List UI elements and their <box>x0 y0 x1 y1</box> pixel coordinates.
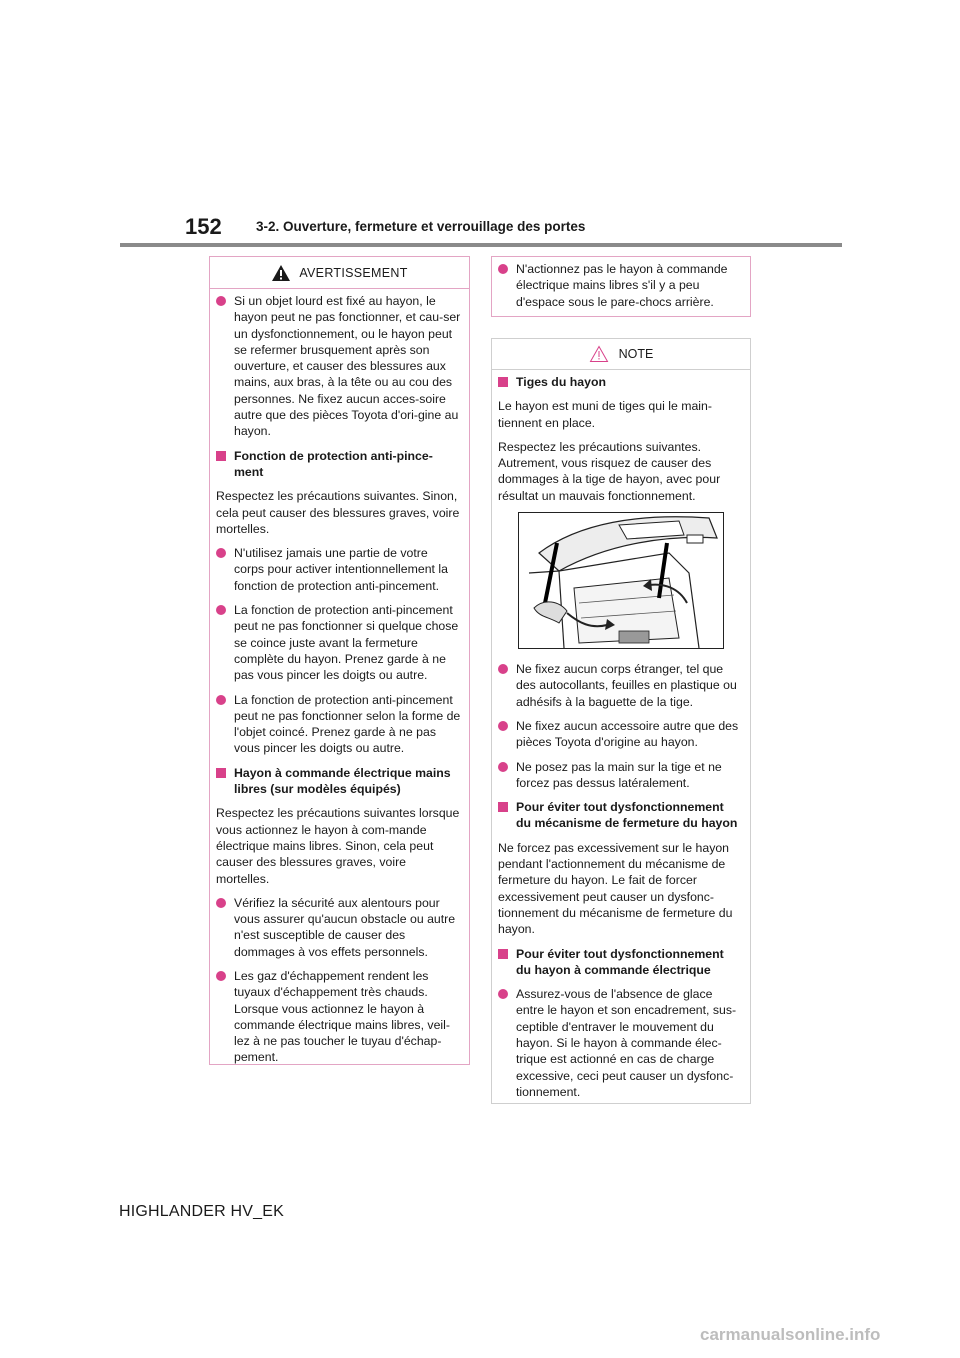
square-bullet-icon <box>498 949 508 959</box>
footer-model-code: HIGHLANDER HV_EK <box>119 1203 285 1220</box>
paragraph: Respectez les précautions suivantes. Sinon, cela peut causer des blessures graves, voire mortelles. <box>216 489 460 536</box>
list-item: Si un objet lourd est fixé au hayon, le hayon peut ne pas fonctionner, et cau-ser un dysfonctionnement, ou le hayon peut se refermer brusquement après son ouverture, et causer des blessures aux mains, aux bras, à la tête ou au cou des personnes. Ne fixez aucun acces-soire autre que des pièces Toyota d'ori-gine au hayon. <box>216 293 461 440</box>
bullet-icon <box>216 695 226 705</box>
bullet-icon <box>216 971 226 981</box>
paragraph: Respectez les précautions suivantes. Autrement, vous risquez de causer des dommages à la tige de hayon, avec pour résultat un mauvais fonctionnement. <box>498 439 721 503</box>
list-item: N'actionnez pas le hayon à commande électrique mains libres s'il y a peu d'espace sous le pare-chocs arrière. <box>498 261 742 310</box>
warning-continuation-box <box>491 256 751 317</box>
square-bullet-icon <box>498 802 508 812</box>
list-item: Ne fixez aucun accessoire autre que des pièces Toyota d'origine au hayon. <box>498 718 742 751</box>
warning-header <box>210 257 469 289</box>
header-rule <box>120 243 842 247</box>
list-item: Ne fixez aucun corps étranger, tel que des autocollants, feuilles en plastique ou adhésifs à la baguette de la tige. <box>498 661 742 710</box>
bullet-icon <box>216 296 226 306</box>
warning-title: AVERTISSEMENT <box>299 265 408 280</box>
list-item: Vérifiez la sécurité aux alentours pour vous assurer qu'aucun obstacle ou autre n'est susceptible de causer des dommages à vos effets personnels. <box>216 895 461 960</box>
square-bullet-icon <box>216 451 226 461</box>
paragraph: Ne forcez pas excessivement sur le hayon pendant l'actionnement du mécanisme de fermeture du hayon. Le fait de forcer excessivement peut causer un dysfonc-tionnement du mécanisme de fermeture du hayon. <box>498 840 733 937</box>
bullet-icon <box>498 721 508 731</box>
subheading: Pour éviter tout dysfonctionnement du hayon à commande électrique <box>498 946 742 979</box>
paragraph: Le hayon est muni de tiges qui le main-tiennent en place. <box>498 399 712 430</box>
subheading: Pour éviter tout dysfonctionnement du mécanisme de fermeture du hayon <box>498 799 742 832</box>
note-box <box>491 338 751 1104</box>
bullet-icon <box>216 898 226 908</box>
square-bullet-icon <box>498 377 508 387</box>
list-item: Assurez-vous de l'absence de glace entre le hayon et son encadrement, sus-ceptible d'entraver le mouvement du hayon. Si le hayon à commande élec-trique est actionné en cas de charge excessive, ceci peut causer un dysfonc-tionnement. <box>498 986 742 1100</box>
bullet-icon <box>216 548 226 558</box>
list-item: La fonction de protection anti-pincement peut ne pas fonctionner selon la forme de l'objet coincé. Prenez garde à ne pas vous pincer les doigts ou autre. <box>216 692 461 757</box>
note-title: NOTE <box>618 347 654 361</box>
caution-outline-icon <box>589 345 609 363</box>
list-item: La fonction de protection anti-pincement peut ne pas fonctionner si quelque chose se coince juste avant la fermeture complète du hayon. Prenez garde à ne pas vous pincer les doigts ou autre. <box>216 602 461 683</box>
list-item: Ne posez pas la main sur la tige et ne forcez pas dessus latéralement. <box>498 759 742 792</box>
warning-content <box>210 289 469 1066</box>
page-number: 152 <box>185 214 222 239</box>
section-title: 3-2. Ouverture, fermeture et verrouillage des portes <box>256 219 586 234</box>
warning-box <box>209 256 470 1065</box>
tailgate-illustration-drawing <box>519 513 723 648</box>
list-item: Les gaz d'échappement rendent les tuyaux d'échappement très chauds. Lorsque vous actionnez le hayon à commande électrique mains libres, veil-lez à ne pas toucher le tuyau d'échap-pement. <box>216 968 461 1066</box>
warning-continuation-content <box>492 257 750 310</box>
bullet-icon <box>498 762 508 772</box>
note-content <box>492 370 750 1100</box>
list-item: N'utilisez jamais une partie de votre corps pour activer intentionnellement la fonction de protection anti-pincement. <box>216 545 461 594</box>
bullet-icon <box>498 664 508 674</box>
warning-triangle-icon <box>271 264 291 282</box>
subheading: Tiges du hayon <box>498 374 742 390</box>
paragraph: Respectez les précautions suivantes lorsque vous actionnez le hayon à com-mande électrique mains libres. Sinon, cela peut causer des blessures graves, voire mortelles. <box>216 806 460 886</box>
subheading: Hayon à commande électrique mains libres (sur modèles équipés) <box>216 765 461 798</box>
note-header <box>492 339 750 370</box>
tailgate-strut-illustration <box>518 512 724 649</box>
watermark: carmanualsonline.info <box>700 1325 881 1344</box>
bullet-icon <box>216 605 226 615</box>
bullet-icon <box>498 989 508 999</box>
square-bullet-icon <box>216 768 226 778</box>
bullet-icon <box>498 264 508 274</box>
subheading: Fonction de protection anti-pince-ment <box>216 448 461 481</box>
